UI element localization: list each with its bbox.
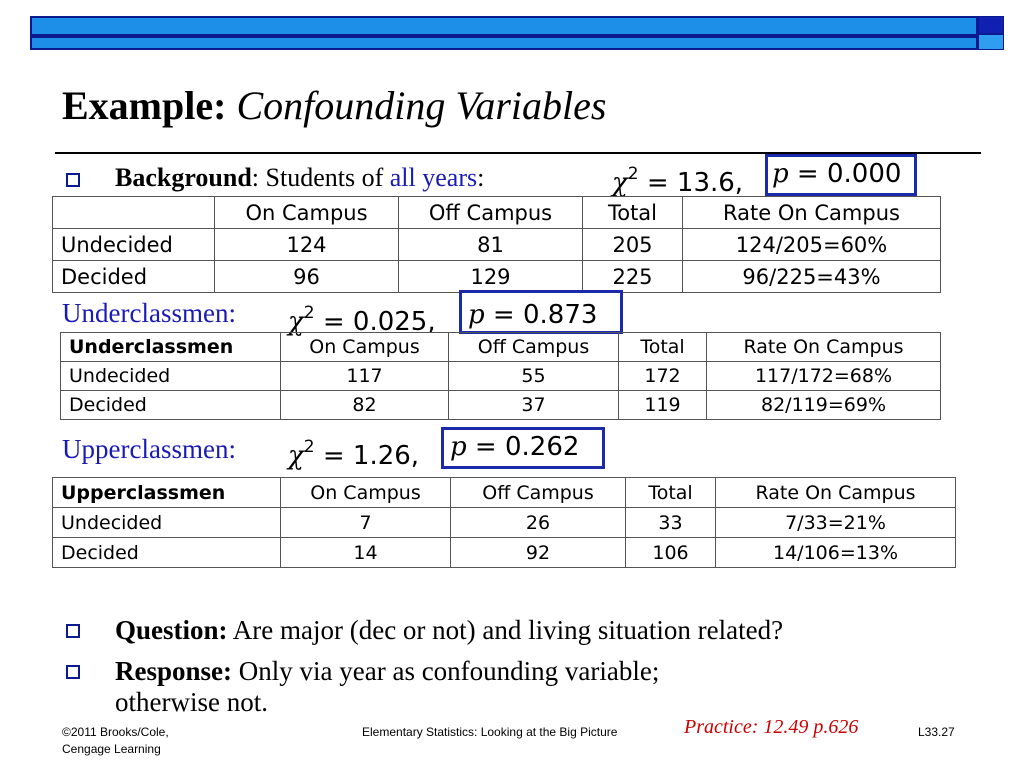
chi-square-all: $\chi^2 = 13.6$, [612, 164, 744, 198]
banner-corner-squares [978, 16, 1004, 50]
p-value-box-under [459, 290, 623, 334]
table-header-row: Upperclassmen On Campus Off Campus Total Rate On Campus [53, 478, 956, 508]
p-value-all: p = 0.000 [772, 159, 902, 189]
table-row: Decided 14 92 106 14/106=13% [53, 538, 956, 568]
background-colon: : [477, 163, 485, 192]
table-row: Undecided 124 81 205 124/205=60% [53, 229, 941, 261]
chi-square-under: $\chi^2 = 0.025$, [288, 303, 436, 337]
response-label: Response: [115, 656, 233, 686]
bullet-square-icon [66, 173, 80, 187]
upperclassmen-label: Upperclassmen: [62, 434, 236, 464]
response-line-2: otherwise not. [115, 687, 268, 717]
chi-square-upper: $\chi^2 = 1.26$, [288, 437, 420, 471]
table-row: Decided 82 37 119 82/119=69% [61, 391, 941, 420]
slide-title [62, 80, 606, 132]
question-text: Are major (dec or not) and living situation related? [227, 615, 784, 645]
title-bold: Example: [62, 83, 227, 128]
p-value-box-upper [441, 427, 605, 469]
table-header-row: Underclassmen On Campus Off Campus Total Rate On Campus [61, 333, 941, 362]
table-underclassmen [60, 332, 941, 420]
underclassmen-label: Underclassmen: [62, 298, 236, 328]
background-label: Background [115, 163, 252, 192]
table-row: Decided 96 129 225 96/225=43% [53, 261, 941, 293]
practice-reference: Practice: 12.49 p.626 [684, 716, 859, 738]
banner-stripe [32, 34, 976, 38]
p-value-under: p = 0.873 [468, 300, 598, 330]
top-banner [30, 16, 978, 50]
question-line [115, 612, 783, 648]
table-row: Undecided 117 55 172 117/172=68% [61, 362, 941, 391]
table-upperclassmen [52, 477, 956, 568]
response-text: Only via year as confounding variable; [232, 656, 660, 686]
bullet-square-icon [66, 665, 80, 679]
p-value-box-all [765, 154, 917, 196]
background-highlight: all years [389, 163, 478, 192]
response-line [115, 655, 659, 687]
background-text: : Students of [251, 163, 390, 192]
title-italic: Confounding Variables [236, 83, 607, 128]
footer-copyright: ©2011 Brooks/Cole, Cengage Learning [62, 725, 169, 756]
slide-number: L33.27 [918, 725, 955, 739]
bullet-square-icon [66, 624, 80, 638]
p-value-upper: p = 0.262 [450, 432, 580, 462]
question-label: Question: [115, 615, 228, 645]
background-line [115, 160, 484, 196]
table-header-row: On Campus Off Campus Total Rate On Campus [53, 197, 941, 229]
footer-book-title: Elementary Statistics: Looking at the Big Picture [362, 725, 618, 739]
table-all-years [52, 196, 941, 293]
table-row: Undecided 7 26 33 7/33=21% [53, 508, 956, 538]
